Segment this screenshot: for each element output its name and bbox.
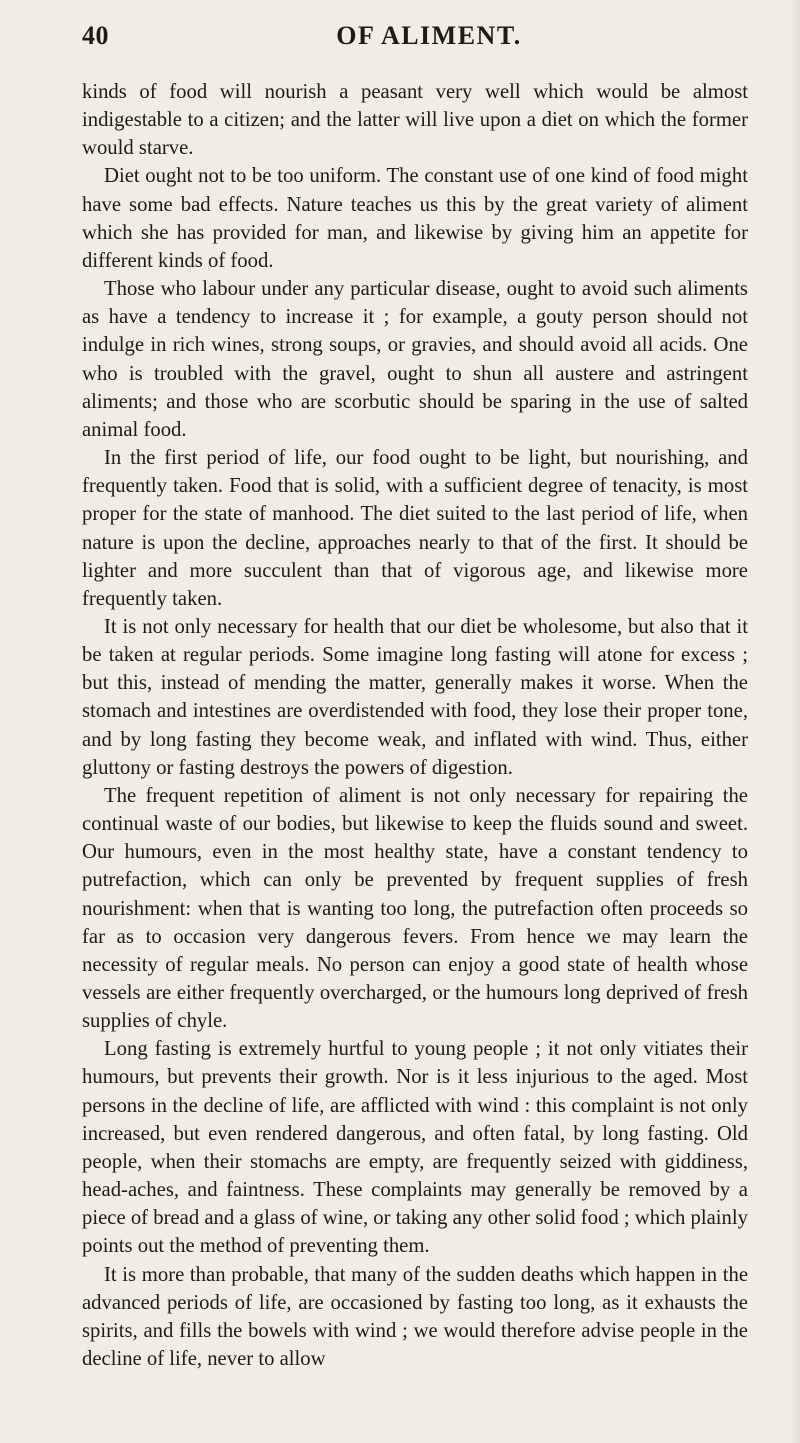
- running-title: OF ALIMENT.: [336, 21, 522, 50]
- paragraph-4: In the first period of life, our food ought to be light, but nourishing, and frequently taken. Food that is solid, with a sufficient degree of tenacity, is most proper for the state of manhood. The diet suited to the last period of life, when nature is upon the decline, approaches nearly to that of the first. It should be lighter and more succulent than that of vigorous age, and likewise more frequently taken.: [82, 447, 748, 610]
- paragraph-8: It is more than probable, that many of the sudden deaths which happen in the advanced periods of life, are occasioned by fasting too long, as it exhausts the spirits, and fills the bowels with wind ; we would therefore advise people in the decline of life, never to allow: [82, 1263, 748, 1371]
- paragraph-6: The frequent repetition of aliment is not only necessary for repairing the continual waste of our bodies, but likewise to keep the fluids sound and sweet. Our humours, even in the most healthy state, have a constant tendency to putrefaction, which can only be prevented by frequent supplies of fresh nourishment: when that is wanting too long, the putrefaction often proceeds so far as to occasion very dangerous fevers. From hence we may learn the necessity of regular meals. No person can enjoy a good state of health whose vessels are either frequently overcharged, or the humours long deprived of fresh supplies of chyle.: [82, 784, 748, 1033]
- paragraph-2: Diet ought not to be too uniform. The constant use of one kind of food might have some bad effects. Nature teaches us this by the great variety of aliment which she has provided for man, and likewise by giving him an appetite for different kinds of food.: [82, 165, 748, 272]
- paragraph-7: Long fasting is extremely hurtful to young people ; it not only vitiates their humours, but prevents their growth. Nor is it less injurious to the aged. Most persons in the decline of life, are afflicted with wind : this complaint is not only increased, but even rendered dangerous, and often fatal, by long fasting. Old people, when their stomachs are empty, are frequently seized with giddiness, head-aches, and faintness. These complaints may generally be removed by a piece of bread and a glass of wine, or taking any other solid food ; which plainly points out the method of preventing them.: [82, 1038, 748, 1258]
- paragraph-5: It is not only necessary for health that our diet be wholesome, but also that it be taken at regular periods. Some imagine long fasting will atone for excess ; but this, instead of mending the matter, generally makes it worse. When the stomach and intestines are overdistended with food, they lose their proper tone, and by long fasting they become weak, and inflated with wind. Thus, either gluttony or fasting destroys the powers of digestion.: [82, 615, 748, 779]
- page-header: [82, 0, 748, 78]
- body-text: [82, 78, 748, 1373]
- page-edge-shadow: [790, 0, 800, 1443]
- paragraph-1: kinds of food will nourish a peasant very well which would be almost indigestable to a citizen; and the latter will live upon a diet on which the former would starve.: [82, 81, 748, 160]
- page-number: 40: [82, 21, 109, 50]
- paragraph-3: Those who labour under any particular disease, ought to avoid such aliments as have a tendency to increase it ; for example, a gouty person should not indulge in rich wines, strong soups, or gravies, and should avoid all acids. One who is troubled with the gravel, ought to shun all austere and astringent aliments; and those who are scorbutic should be sparing in the use of salted animal food.: [82, 278, 748, 441]
